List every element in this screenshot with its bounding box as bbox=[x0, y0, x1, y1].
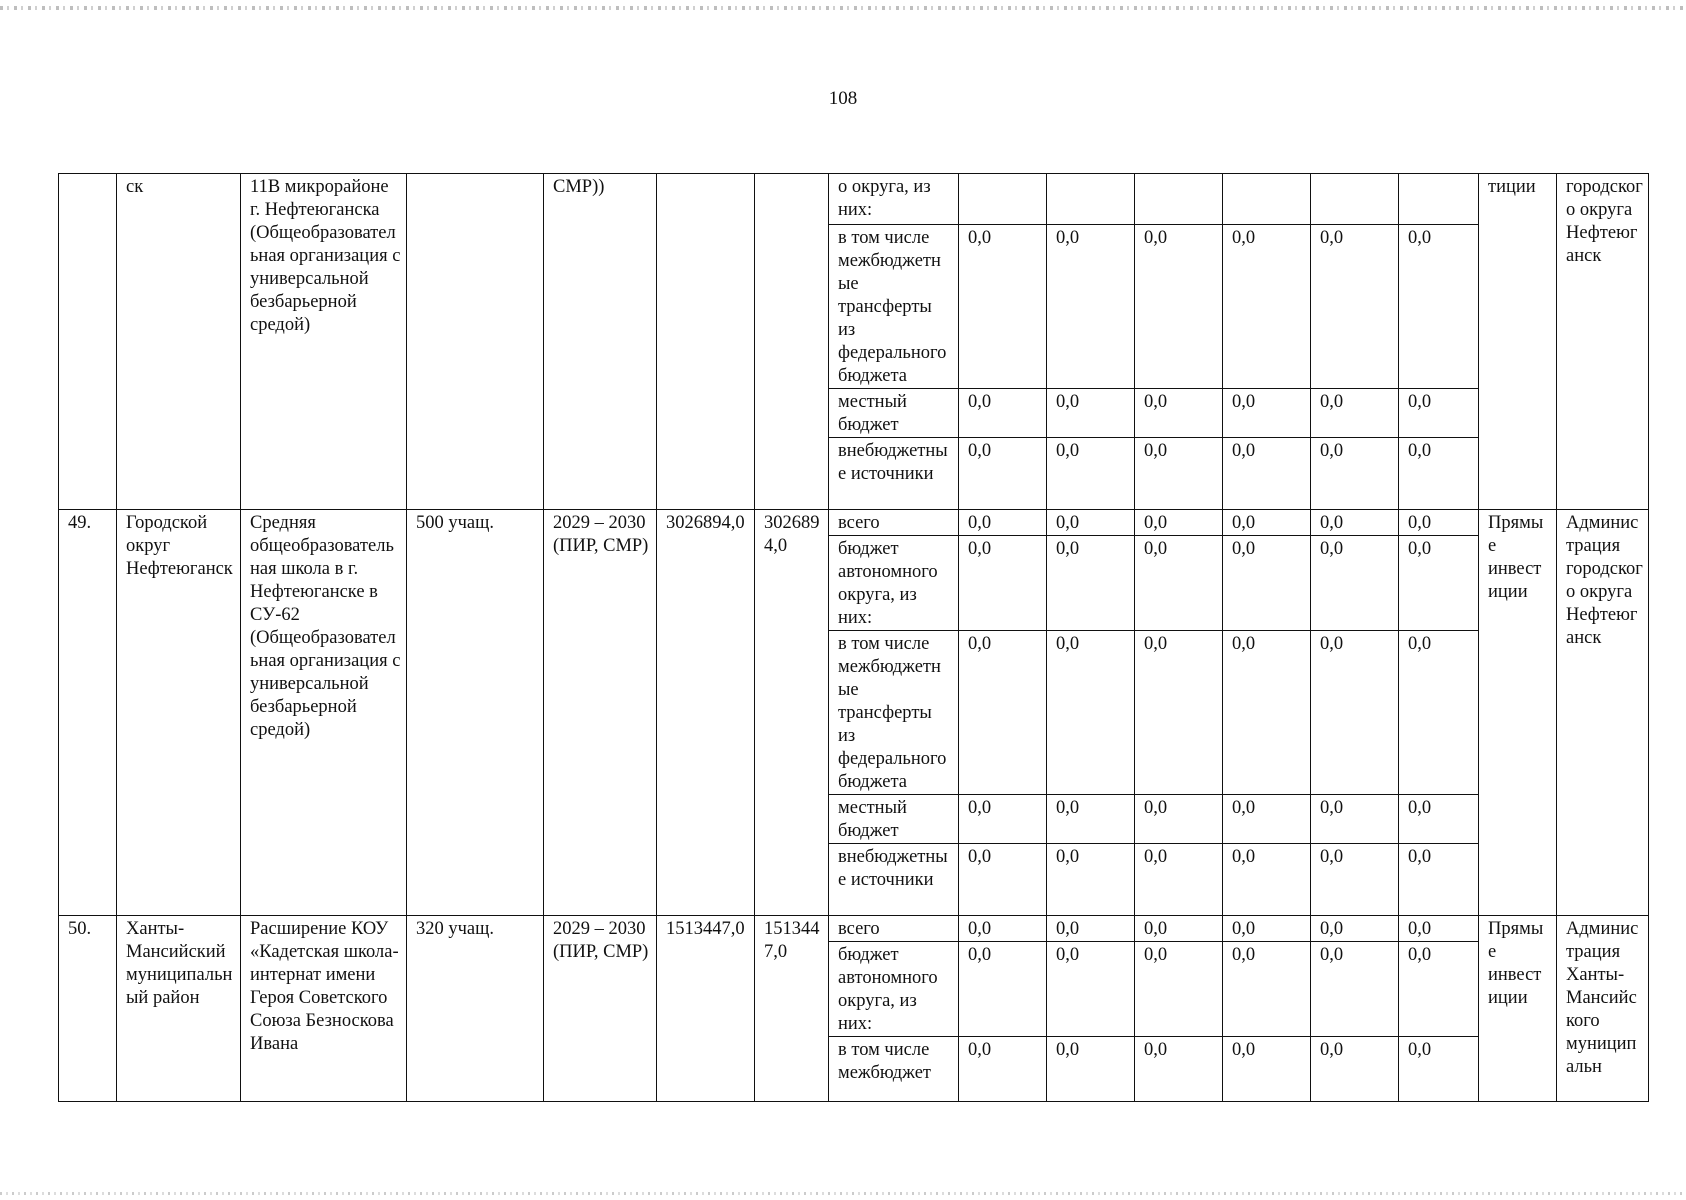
funding-value: 0,0 bbox=[1135, 942, 1223, 1037]
territory-cell: Городской округ Нефтеюганск bbox=[117, 510, 241, 916]
funding-value: 0,0 bbox=[1135, 795, 1223, 844]
funding-value: 0,0 bbox=[959, 844, 1047, 916]
object-name-cell: Средняя общеобразовательная школа в г. Нефтеюганске в СУ-62 (Общеобразовательная организация с универсальной безбарьерной средой) bbox=[241, 510, 407, 916]
funding-value: 0,0 bbox=[1399, 438, 1479, 510]
funding-value: 0,0 bbox=[959, 916, 1047, 942]
funding-source-label: местный бюджет bbox=[829, 389, 959, 438]
funding-value bbox=[1047, 174, 1135, 225]
funding-value: 0,0 bbox=[1047, 225, 1135, 389]
funding-value: 0,0 bbox=[1223, 438, 1311, 510]
funding-value: 0,0 bbox=[1399, 1037, 1479, 1102]
customer-cell: Администрация Ханты-Мансийского муниципальн bbox=[1557, 916, 1649, 1102]
funding-source-label: в том числе межбюджетные трансферты из федерального бюджета bbox=[829, 225, 959, 389]
period-cell: 2029 – 2030 (ПИР, СМР) bbox=[544, 916, 657, 1102]
investment-mechanism-cell: Прямые инвестиции bbox=[1479, 510, 1557, 916]
capacity-cell bbox=[407, 174, 544, 510]
funding-value: 0,0 bbox=[1135, 510, 1223, 536]
funding-value: 0,0 bbox=[1399, 510, 1479, 536]
funding-value: 0,0 bbox=[1223, 389, 1311, 438]
row-number: 50. bbox=[59, 916, 117, 1102]
funding-value: 0,0 bbox=[959, 795, 1047, 844]
funding-value: 0,0 bbox=[1135, 389, 1223, 438]
funding-value: 0,0 bbox=[1223, 631, 1311, 795]
funding-value: 0,0 bbox=[1047, 916, 1135, 942]
remaining-cost-cell bbox=[755, 174, 829, 510]
funding-source-label: в том числе межбюджет bbox=[829, 1037, 959, 1102]
funding-value: 0,0 bbox=[959, 389, 1047, 438]
funding-value: 0,0 bbox=[1399, 225, 1479, 389]
funding-source-label: внебюджетные источники bbox=[829, 844, 959, 916]
funding-value: 0,0 bbox=[1135, 438, 1223, 510]
funding-value bbox=[1311, 174, 1399, 225]
funding-value: 0,0 bbox=[1047, 942, 1135, 1037]
table-row bbox=[59, 174, 1649, 225]
funding-value: 0,0 bbox=[959, 1037, 1047, 1102]
funding-value bbox=[1223, 174, 1311, 225]
customer-cell: Администрация городского округа Нефтеюганск bbox=[1557, 510, 1649, 916]
scan-edge-top bbox=[0, 6, 1686, 10]
funding-value: 0,0 bbox=[1399, 942, 1479, 1037]
funding-value: 0,0 bbox=[1047, 438, 1135, 510]
funding-value: 0,0 bbox=[1135, 225, 1223, 389]
funding-value: 0,0 bbox=[959, 225, 1047, 389]
funding-value: 0,0 bbox=[1311, 844, 1399, 916]
funding-value: 0,0 bbox=[1311, 795, 1399, 844]
funding-value: 0,0 bbox=[1311, 510, 1399, 536]
funding-value: 0,0 bbox=[1047, 631, 1135, 795]
funding-value: 0,0 bbox=[1399, 916, 1479, 942]
funding-value: 0,0 bbox=[959, 631, 1047, 795]
total-cost-cell: 3026894,0 bbox=[657, 510, 755, 916]
funding-value: 0,0 bbox=[1223, 916, 1311, 942]
funding-value: 0,0 bbox=[1399, 536, 1479, 631]
object-name-cell: 11В микрорайоне г. Нефтеюганска (Общеобразовательная организация с универсальной безбарьерной средой) bbox=[241, 174, 407, 510]
investment-table bbox=[58, 173, 1649, 1102]
funding-source-label: бюджет автономного округа, из них: bbox=[829, 942, 959, 1037]
funding-source-label: бюджет автономного округа, из них: bbox=[829, 536, 959, 631]
funding-value: 0,0 bbox=[1311, 389, 1399, 438]
funding-source-label: местный бюджет bbox=[829, 795, 959, 844]
funding-value: 0,0 bbox=[1399, 844, 1479, 916]
page-number: 108 bbox=[828, 88, 858, 109]
funding-value: 0,0 bbox=[1047, 844, 1135, 916]
funding-value: 0,0 bbox=[959, 942, 1047, 1037]
funding-source-label: в том числе межбюджетные трансферты из федерального бюджета bbox=[829, 631, 959, 795]
funding-value bbox=[959, 174, 1047, 225]
funding-value: 0,0 bbox=[1311, 631, 1399, 795]
funding-value: 0,0 bbox=[1047, 1037, 1135, 1102]
funding-value: 0,0 bbox=[1311, 916, 1399, 942]
funding-value: 0,0 bbox=[1047, 536, 1135, 631]
funding-value: 0,0 bbox=[1135, 916, 1223, 942]
scan-edge-bottom bbox=[0, 1192, 1686, 1195]
capacity-cell: 500 учащ. bbox=[407, 510, 544, 916]
funding-value: 0,0 bbox=[1135, 844, 1223, 916]
funding-value: 0,0 bbox=[1311, 225, 1399, 389]
total-cost-cell: 1513447,0 bbox=[657, 916, 755, 1102]
territory-cell: ск bbox=[117, 174, 241, 510]
table-row bbox=[59, 916, 1649, 942]
funding-value: 0,0 bbox=[1399, 795, 1479, 844]
funding-value: 0,0 bbox=[1311, 536, 1399, 631]
funding-value: 0,0 bbox=[1399, 631, 1479, 795]
funding-value bbox=[1135, 174, 1223, 225]
funding-source-label: о округа, из них: bbox=[829, 174, 959, 225]
funding-value: 0,0 bbox=[1223, 510, 1311, 536]
funding-value: 0,0 bbox=[1311, 1037, 1399, 1102]
remaining-cost-cell: 1513447,0 bbox=[755, 916, 829, 1102]
funding-value: 0,0 bbox=[1311, 438, 1399, 510]
funding-value: 0,0 bbox=[959, 438, 1047, 510]
funding-value: 0,0 bbox=[1135, 1037, 1223, 1102]
funding-value: 0,0 bbox=[1047, 510, 1135, 536]
capacity-cell: 320 учащ. bbox=[407, 916, 544, 1102]
funding-value: 0,0 bbox=[959, 536, 1047, 631]
funding-value: 0,0 bbox=[1223, 795, 1311, 844]
territory-cell: Ханты-Мансийский муниципальный район bbox=[117, 916, 241, 1102]
funding-value: 0,0 bbox=[1223, 942, 1311, 1037]
funding-source-label: всего bbox=[829, 510, 959, 536]
funding-value bbox=[1399, 174, 1479, 225]
funding-value: 0,0 bbox=[1311, 942, 1399, 1037]
remaining-cost-cell: 3026894,0 bbox=[755, 510, 829, 916]
table-body bbox=[59, 174, 1649, 1102]
funding-value: 0,0 bbox=[1047, 389, 1135, 438]
funding-source-label: всего bbox=[829, 916, 959, 942]
funding-value: 0,0 bbox=[1223, 536, 1311, 631]
object-name-cell: Расширение КОУ «Кадетская школа-интернат имени Героя Советского Союза Безноскова Ивана bbox=[241, 916, 407, 1102]
table-row bbox=[59, 510, 1649, 536]
funding-value: 0,0 bbox=[959, 510, 1047, 536]
funding-value: 0,0 bbox=[1135, 631, 1223, 795]
row-number bbox=[59, 174, 117, 510]
funding-value: 0,0 bbox=[1223, 844, 1311, 916]
investment-mechanism-cell: Прямые инвестиции bbox=[1479, 916, 1557, 1102]
funding-value: 0,0 bbox=[1399, 389, 1479, 438]
row-number: 49. bbox=[59, 510, 117, 916]
funding-value: 0,0 bbox=[1223, 225, 1311, 389]
period-cell: СМР)) bbox=[544, 174, 657, 510]
funding-value: 0,0 bbox=[1135, 536, 1223, 631]
investment-mechanism-cell: тиции bbox=[1479, 174, 1557, 510]
funding-value: 0,0 bbox=[1047, 795, 1135, 844]
customer-cell: городского округа Нефтеюганск bbox=[1557, 174, 1649, 510]
funding-value: 0,0 bbox=[1223, 1037, 1311, 1102]
period-cell: 2029 – 2030 (ПИР, СМР) bbox=[544, 510, 657, 916]
funding-source-label: внебюджетные источники bbox=[829, 438, 959, 510]
total-cost-cell bbox=[657, 174, 755, 510]
